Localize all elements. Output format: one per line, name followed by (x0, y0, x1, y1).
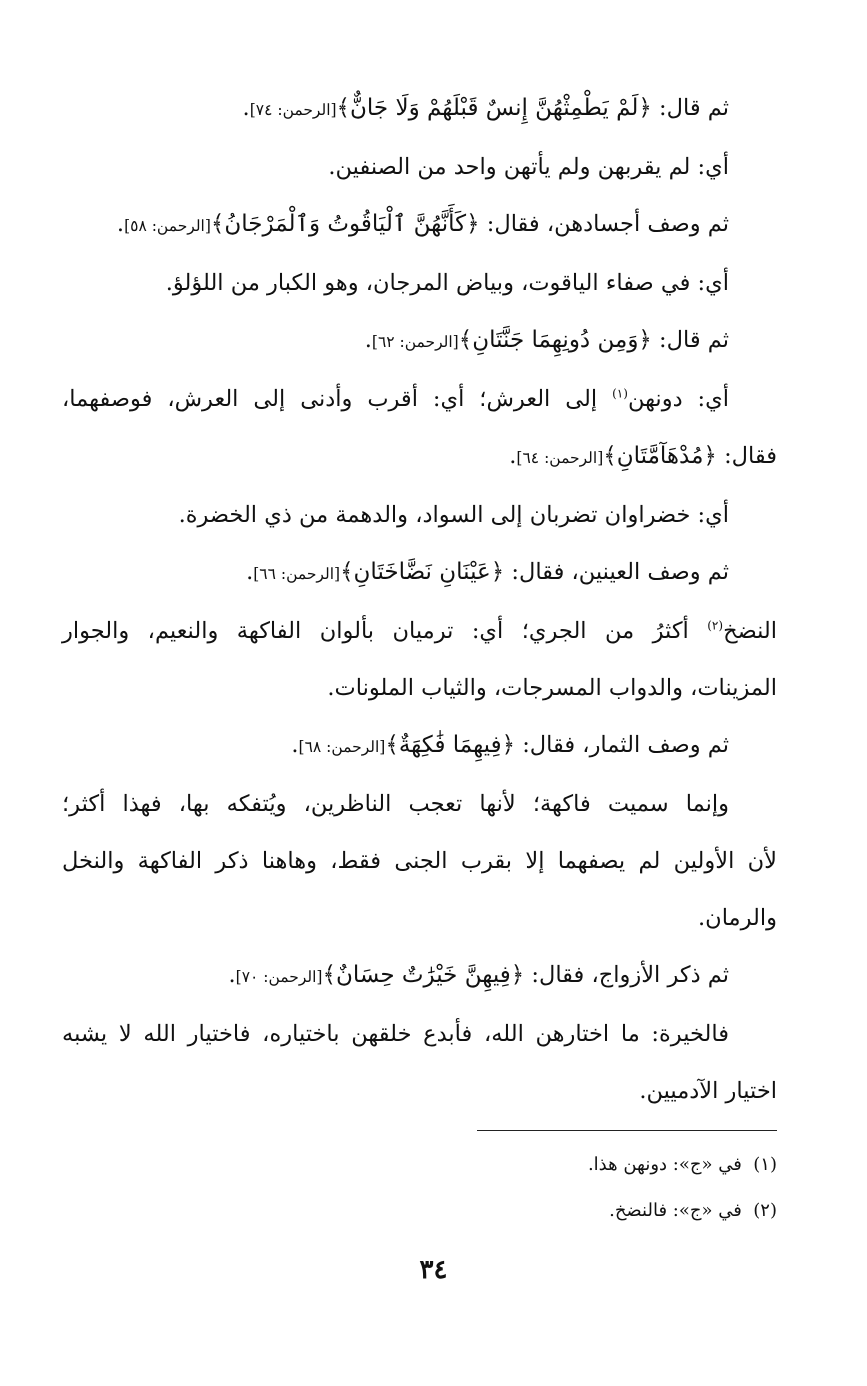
footnote-number: (٢) (753, 1200, 777, 1221)
text-line: فقال: ﴿مُدْهَآمَّتَانِ﴾[الرحمن: ٦٤]. (509, 443, 777, 469)
footnote-marker: (٢) (707, 618, 724, 633)
verse-reference: [الرحمن: ٦٨] (298, 738, 386, 756)
quran-verse: ﴿لَمْ يَطْمِثْهُنَّ إِنسٌ قَبْلَهُمْ وَلَا جَانٌّ﴾ (336, 95, 652, 121)
footnote-number: (١) (753, 1154, 777, 1175)
text-line: النضخ$^{(٢)}$ أكثرُ من الجري؛ أي: ترميان بألوان الفاكهة والنعيم، والجوار (62, 618, 777, 644)
text-line: ثم قال: ﴿لَمْ يَطْمِثْهُنَّ إِنسٌ قَبْلَهُمْ وَلَا جَانٌّ﴾[الرحمن: ٧٤]. (242, 95, 729, 121)
text-line: اختيار الآدميين. (639, 1078, 777, 1104)
verse-reference: [الرحمن: ٥٨] (124, 217, 211, 235)
verse-reference: [الرحمن: ٦٤] (516, 449, 604, 467)
quran-verse: ﴿فِيهِنَّ خَيْرَٰتٌ حِسَانٌ﴾ (322, 962, 525, 988)
text-line: ثم قال: ﴿وَمِن دُونِهِمَا جَنَّتَانِ﴾[الرحمن: ٦٢]. (364, 327, 729, 353)
footnote (62, 1188, 777, 1234)
quran-verse: ﴿مُدْهَآمَّتَانِ﴾ (603, 443, 717, 469)
footnote-text: في «ج»: فالنضخ. (609, 1200, 742, 1221)
text-line: المزينات، والدواب المسرجات، والثياب الملونات. (327, 675, 777, 701)
text-line: أي: خضراوان تضربان إلى السواد، والدهمة من ذي الخضرة. (178, 502, 729, 528)
footnote-marker: (١) (612, 386, 628, 401)
quran-verse: ﴿وَمِن دُونِهِمَا جَنَّتَانِ﴾ (458, 327, 652, 353)
quran-verse: ﴿كَأَنَّهُنَّ ٱلْيَاقُوتُ وَٱلْمَرْجَانُ﴾ (210, 211, 480, 237)
footnote (62, 1142, 777, 1188)
footnote-divider (477, 1130, 777, 1131)
quran-verse: ﴿عَيْنَانِ نَضَّاخَتَانِ﴾ (340, 559, 505, 585)
text-line: والرمان. (698, 905, 777, 931)
body-text (62, 80, 777, 1120)
text-line: ثم وصف العينين، فقال: ﴿عَيْنَانِ نَضَّاخَتَانِ﴾[الرحمن: ٦٦]. (246, 559, 729, 585)
verse-reference: [الرحمن: ٧٠] (235, 968, 323, 986)
text-line: لأن الأولين لم يصفهما إلا بقرب الجنى فقط، وهاهنا ذكر الفاكهة والنخل (62, 848, 777, 874)
text-line: أي: في صفاء الياقوت، وبياض المرجان، وهو الكبار من اللؤلؤ. (165, 270, 729, 296)
text-line: فالخيرة: ما اختارهن الله، فأبدع خلقهن باختياره، فاختيار الله لا يشبه (62, 1021, 729, 1047)
text-line: أي: لم يقربهن ولم يأتهن واحد من الصنفين. (328, 154, 729, 180)
verse-reference: [الرحمن: ٦٢] (371, 333, 459, 351)
footnotes (62, 1142, 777, 1234)
page-number: ٣٤ (419, 1255, 448, 1285)
text-line: ثم وصف أجسادهن، فقال: ﴿كَأَنَّهُنَّ ٱلْيَاقُوتُ وَٱلْمَرْجَانُ﴾[الرحمن: ٥٨]. (116, 211, 729, 237)
verse-reference: [الرحمن: ٦٦] (253, 565, 341, 583)
text-line: ثم وصف الثمار، فقال: ﴿فِيهِمَا فَٰكِهَةٌ﴾[الرحمن: ٦٨]. (291, 732, 729, 758)
text-line: وإنما سميت فاكهة؛ لأنها تعجب الناظرين، ويُتفكه بها، فهذا أكثر؛ (62, 791, 729, 817)
text-line: ثم ذكر الأزواج، فقال: ﴿فِيهِنَّ خَيْرَٰتٌ حِسَانٌ﴾[الرحمن: ٧٠]. (228, 962, 729, 988)
footnote-text: في «ج»: دونهن هذا. (587, 1154, 742, 1175)
text-line: أي: دونهن$^{(١)}$ إلى العرش؛ أي: أقرب وأدنى إلى العرش، فوصفهما، (62, 386, 729, 412)
quran-verse: ﴿فِيهِمَا فَٰكِهَةٌ﴾ (385, 732, 516, 758)
verse-reference: [الرحمن: ٧٤] (249, 101, 337, 119)
